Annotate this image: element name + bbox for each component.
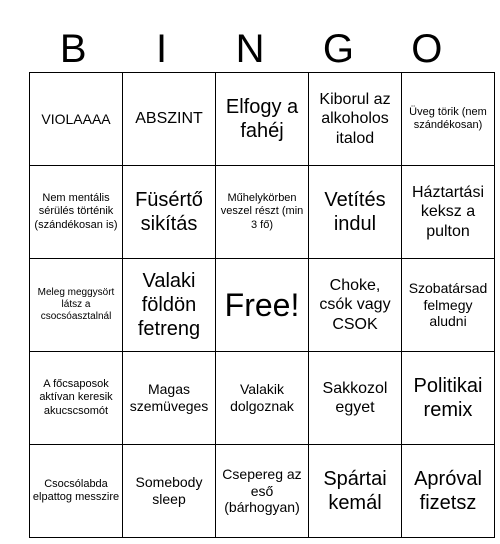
header-letter-i: I (156, 27, 168, 71)
bingo-row (30, 445, 495, 538)
bingo-cell[interactable]: Spártai kemál (309, 445, 402, 538)
bingo-cell[interactable]: Meleg meggysört látsz a csocsóasztalnál (30, 259, 123, 352)
bingo-cell[interactable]: Nem mentális sérülés történik (szándékosan is) (30, 166, 123, 259)
bingo-cell[interactable]: Choke, csók vagy CSOK (309, 259, 402, 352)
bingo-cell[interactable]: Csocsólabda elpattog messzire (30, 445, 123, 538)
bingo-cell[interactable]: Politikai remix (402, 352, 495, 445)
bingo-cell[interactable]: Műhelykörben veszel részt (min 3 fő) (216, 166, 309, 259)
bingo-cell[interactable]: Apróval fizetsz (402, 445, 495, 538)
free-space-cell[interactable]: Free! (216, 259, 309, 352)
bingo-cell[interactable]: Háztartási keksz a pulton (402, 166, 495, 259)
bingo-row (30, 166, 495, 259)
header-letter-g: G (322, 27, 354, 71)
bingo-grid (29, 72, 495, 538)
bingo-row (30, 259, 495, 352)
header-letter-o: O (411, 27, 443, 71)
bingo-cell[interactable]: Vetítés indul (309, 166, 402, 259)
bingo-cell[interactable]: Csepereg az eső (bárhogyan) (216, 445, 309, 538)
bingo-header (29, 26, 471, 72)
bingo-cell[interactable]: Valaki földön fetreng (123, 259, 216, 352)
bingo-cell[interactable]: Valakik dolgoznak (216, 352, 309, 445)
bingo-cell[interactable]: ABSZINT (123, 73, 216, 166)
header-letter-b: B (59, 27, 87, 71)
bingo-cell[interactable]: Kiborul az alkoholos italod (309, 73, 402, 166)
bingo-cell[interactable]: VIOLAAAA (30, 73, 123, 166)
bingo-row (30, 73, 495, 166)
header-letter-n: N (235, 27, 265, 71)
bingo-cell[interactable]: Szobatársad felmegy aludni (402, 259, 495, 352)
bingo-cell[interactable]: Elfogy a fahéj (216, 73, 309, 166)
bingo-cell[interactable]: Somebody sleep (123, 445, 216, 538)
bingo-cell[interactable]: Üveg törik (nem szándékosan) (402, 73, 495, 166)
bingo-cell[interactable]: Sakkozol egyet (309, 352, 402, 445)
bingo-row (30, 352, 495, 445)
bingo-cell[interactable]: Magas szemüveges (123, 352, 216, 445)
bingo-cell[interactable]: Füsértő sikítás (123, 166, 216, 259)
bingo-cell[interactable]: A főcsaposok aktívan keresik akucscsomót (30, 352, 123, 445)
